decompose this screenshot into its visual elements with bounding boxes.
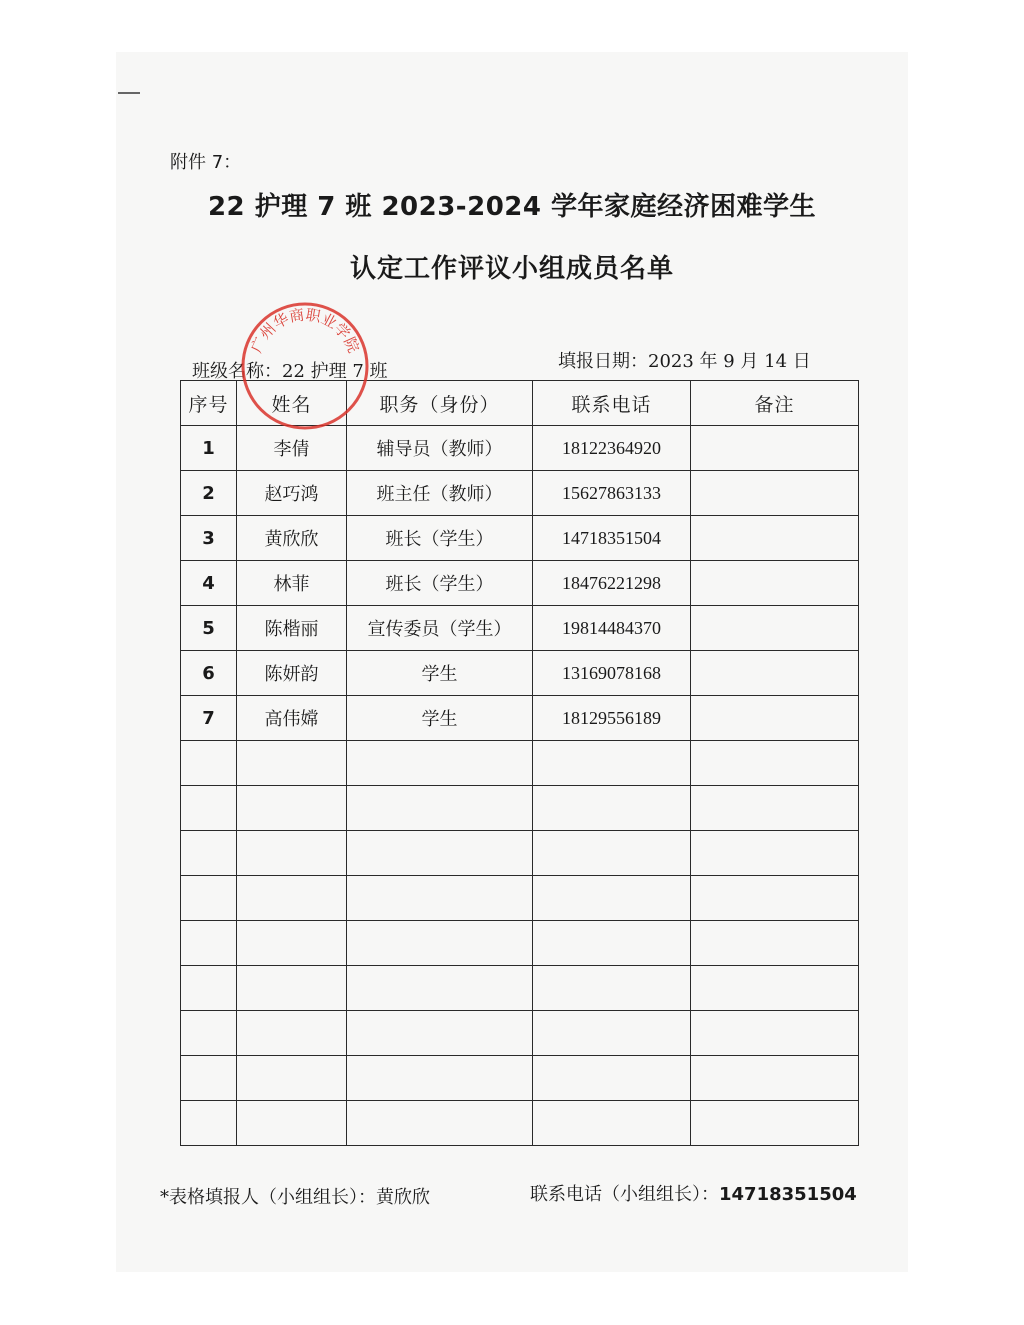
empty-table-row <box>181 786 859 831</box>
table-row <box>181 426 859 471</box>
table-filler-label: *表格填报人（小组组长）：黄欣欣 <box>160 1187 430 1208</box>
empty-cell <box>347 1056 533 1101</box>
cell-index: 3 <box>181 516 237 561</box>
empty-table-row <box>181 876 859 921</box>
empty-cell <box>691 786 859 831</box>
cell-name: 高伟嫦 <box>237 696 347 741</box>
empty-table-row <box>181 741 859 786</box>
empty-cell <box>691 1101 859 1146</box>
empty-cell <box>691 966 859 1011</box>
table-row <box>181 561 859 606</box>
empty-table-row <box>181 966 859 1011</box>
empty-table-row <box>181 1056 859 1101</box>
empty-table-row <box>181 831 859 876</box>
cell-phone: 18129556189 <box>533 696 691 741</box>
cell-index: 2 <box>181 471 237 516</box>
header-name: 姓名 <box>237 381 347 426</box>
empty-cell <box>181 921 237 966</box>
empty-cell <box>347 966 533 1011</box>
empty-table-row <box>181 1101 859 1146</box>
empty-cell <box>237 876 347 921</box>
empty-cell <box>237 921 347 966</box>
table-row <box>181 471 859 516</box>
empty-cell <box>533 966 691 1011</box>
cell-phone: 15627863133 <box>533 471 691 516</box>
cell-index: 6 <box>181 651 237 696</box>
empty-cell <box>533 1011 691 1056</box>
cell-note <box>691 561 859 606</box>
empty-cell <box>181 876 237 921</box>
empty-cell <box>347 1101 533 1146</box>
empty-cell <box>347 876 533 921</box>
cell-index: 7 <box>181 696 237 741</box>
cell-index: 4 <box>181 561 237 606</box>
cell-name: 赵巧鸿 <box>237 471 347 516</box>
empty-cell <box>691 741 859 786</box>
cell-phone: 18122364920 <box>533 426 691 471</box>
empty-cell <box>181 741 237 786</box>
leader-phone <box>530 1180 857 1206</box>
table-row <box>181 696 859 741</box>
empty-cell <box>237 1101 347 1146</box>
empty-cell <box>533 1056 691 1101</box>
empty-cell <box>691 831 859 876</box>
seal-text: 广州华商职业学院 <box>247 305 363 356</box>
cell-phone: 14718351504 <box>533 516 691 561</box>
empty-cell <box>237 786 347 831</box>
document-title-line1: 22 护理 7 班 2023-2024 学年家庭经济困难学生 <box>207 192 817 222</box>
document-title-line2: 认定工作评议小组成员名单 <box>349 254 674 284</box>
empty-cell <box>533 876 691 921</box>
empty-cell <box>181 1101 237 1146</box>
table-row <box>181 606 859 651</box>
empty-cell <box>181 1011 237 1056</box>
table-row <box>181 651 859 696</box>
empty-table-row <box>181 1011 859 1056</box>
header-phone: 联系电话 <box>533 381 691 426</box>
empty-cell <box>347 921 533 966</box>
cell-note <box>691 606 859 651</box>
cell-role: 班长（学生） <box>347 516 533 561</box>
empty-cell <box>533 1101 691 1146</box>
cell-role: 学生 <box>347 696 533 741</box>
cell-role: 学生 <box>347 651 533 696</box>
member-table <box>180 380 859 1146</box>
table-row <box>181 516 859 561</box>
leader-phone-value: 14718351504 <box>719 1184 857 1205</box>
empty-cell <box>237 831 347 876</box>
empty-cell <box>237 1056 347 1101</box>
empty-table-row <box>181 921 859 966</box>
empty-cell <box>347 831 533 876</box>
empty-cell <box>181 966 237 1011</box>
empty-cell <box>237 966 347 1011</box>
empty-cell <box>691 1056 859 1101</box>
attachment-label: 附件 7： <box>170 152 242 173</box>
empty-cell <box>181 831 237 876</box>
empty-cell <box>691 1011 859 1056</box>
empty-cell <box>347 1011 533 1056</box>
cell-note <box>691 426 859 471</box>
scan-mark <box>118 92 140 94</box>
header-note: 备注 <box>691 381 859 426</box>
cell-role: 班主任（教师） <box>347 471 533 516</box>
cell-note <box>691 651 859 696</box>
empty-cell <box>533 921 691 966</box>
empty-cell <box>533 786 691 831</box>
empty-cell <box>347 741 533 786</box>
header-role: 职务（身份） <box>347 381 533 426</box>
empty-cell <box>237 741 347 786</box>
cell-note <box>691 696 859 741</box>
cell-note <box>691 516 859 561</box>
class-name-label: 班级名称：22 护理 7 班 <box>192 361 388 382</box>
cell-role: 辅导员（教师） <box>347 426 533 471</box>
fill-date-label: 填报日期：2023 年 9 月 14 日 <box>558 351 811 372</box>
cell-phone: 19814484370 <box>533 606 691 651</box>
cell-index: 5 <box>181 606 237 651</box>
cell-name: 陈楷丽 <box>237 606 347 651</box>
cell-name: 陈妍韵 <box>237 651 347 696</box>
empty-cell <box>533 831 691 876</box>
empty-cell <box>691 876 859 921</box>
cell-phone: 18476221298 <box>533 561 691 606</box>
cell-name: 李倩 <box>237 426 347 471</box>
empty-cell <box>347 786 533 831</box>
cell-name: 林菲 <box>237 561 347 606</box>
empty-cell <box>181 786 237 831</box>
cell-role: 宣传委员（学生） <box>347 606 533 651</box>
empty-cell <box>181 1056 237 1101</box>
cell-phone: 13169078168 <box>533 651 691 696</box>
empty-cell <box>237 1011 347 1056</box>
header-index: 序号 <box>181 381 237 426</box>
empty-cell <box>691 921 859 966</box>
empty-cell <box>533 741 691 786</box>
cell-note <box>691 471 859 516</box>
cell-role: 班长（学生） <box>347 561 533 606</box>
official-seal <box>239 300 371 432</box>
cell-index: 1 <box>181 426 237 471</box>
cell-name: 黄欣欣 <box>237 516 347 561</box>
leader-phone-label: 联系电话（小组组长）： <box>530 1184 719 1205</box>
